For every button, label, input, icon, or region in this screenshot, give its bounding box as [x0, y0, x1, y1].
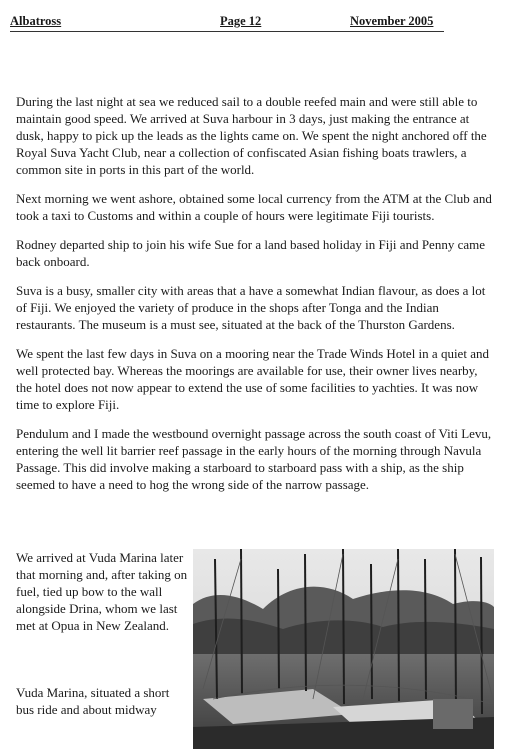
paragraph-vuda-arrival: We arrived at Vuda Marina later that morning and, after taking on fuel, tied up bow to the wall alongside Drina, whom we last met at Opua in New Zealand. — [16, 550, 188, 633]
article-body — [16, 93, 494, 505]
paragraph-suva-arrival: During the last night at sea we reduced sail to a double reefed main and were still able to maintain good speed. We arrived at Suva harbour in 3 days, just making the entrance at dusk, happy to pick up the leads as the lights came on. We spent the night anchored off the Royal Suva Yacht Club, near a collection of confiscated Asian fishing boats trawlers, a common site in ports in this part of the world. — [16, 94, 487, 177]
issue-date: November 2005 — [350, 14, 434, 28]
newsletter-name: Albatross — [10, 14, 62, 28]
header-rule — [10, 31, 444, 32]
side-column — [16, 549, 188, 718]
paragraph-vuda-marina: Vuda Marina, situated a short bus ride and about midway — [16, 685, 170, 717]
paragraph-passage: Pendulum and I made the westbound overnight passage across the south coast of Viti Levu, entering the well lit barrier reef passage in the early hours of the morning through Navula Passage. This did involve making a starboard to starboard pass with a ship, as the ship seemed to have a need to hog the wrong side of the narrow passage. — [16, 426, 492, 492]
page-number: Page 12 — [220, 14, 262, 28]
paragraph-suva-city: Suva is a busy, smaller city with areas that a have a somewhat Indian flavour, as does a lot of Fiji. We enjoyed the variety of produce in the shops after Tonga and the Indian restaurants. The museum is a must see, situated at the back of the Thurston Gardens. — [16, 283, 486, 332]
page-header — [10, 14, 444, 30]
paragraph-rodney: Rodney departed ship to join his wife Sue for a land based holiday in Fiji and Penny came back onboard. — [16, 237, 485, 269]
paragraph-customs: Next morning we went ashore, obtained some local currency from the ATM at the Club and took a taxi to Customs and within a couple of hours were legitimate Fiji tourists. — [16, 191, 492, 223]
paragraph-mooring: We spent the last few days in Suva on a mooring near the Trade Winds Hotel in a quiet and well protected bay. Whereas the moorings are available for use, their owner lives nearby, the hotel does not now appear to extend the use of some facilities to yachties. It was now time to explore Fiji. — [16, 346, 489, 412]
bottom-section — [16, 549, 494, 749]
marina-photo — [193, 549, 494, 749]
